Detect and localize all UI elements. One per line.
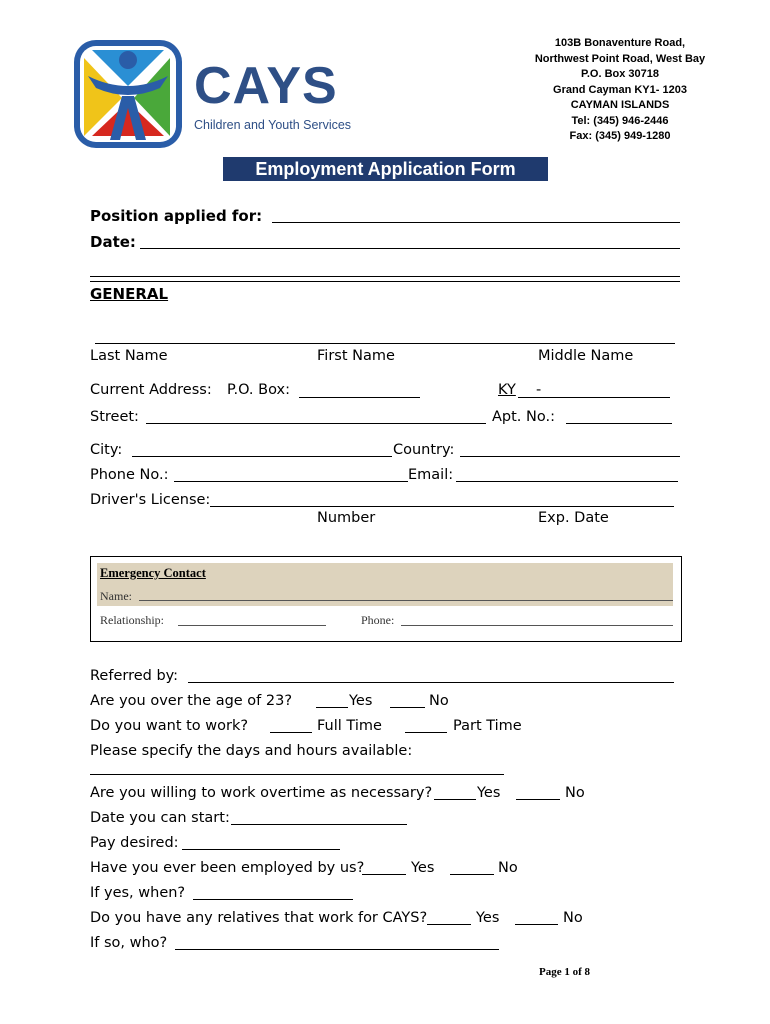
employed-no-label: No	[498, 860, 518, 876]
emergency-name-field[interactable]	[139, 600, 673, 601]
apt-field[interactable]	[566, 423, 672, 424]
organization-address	[520, 36, 720, 145]
address-line: P.O. Box 30718	[580, 68, 660, 80]
if-yes-when-field[interactable]	[193, 899, 353, 900]
license-number-label: Number	[317, 510, 376, 526]
logo-tagline: Children and Youth Services	[194, 118, 352, 132]
over-age-no-field[interactable]	[390, 707, 425, 708]
apt-label: Apt. No.:	[492, 409, 555, 425]
relatives-no-label: No	[563, 910, 583, 926]
emergency-relationship-label: Relationship:	[100, 613, 164, 627]
full-time-field[interactable]	[270, 732, 312, 733]
emergency-name-label: Name:	[100, 589, 132, 603]
overtime-question: Are you willing to work overtime as necessary?	[90, 785, 433, 801]
referred-by-field[interactable]	[188, 682, 674, 683]
address-line: 103B Bonaventure Road,	[554, 37, 686, 49]
form-title: Employment Application Form	[223, 157, 548, 181]
license-exp-date-label: Exp. Date	[538, 510, 609, 526]
last-name-label: Last Name	[90, 348, 168, 364]
position-label: Position applied for:	[90, 207, 263, 225]
employed-yes-field[interactable]	[362, 874, 406, 875]
email-label: Email:	[408, 467, 454, 483]
referred-by-label: Referred by:	[90, 668, 179, 684]
want-work-question: Do you want to work?	[90, 718, 249, 734]
pay-desired-field[interactable]	[182, 849, 340, 850]
po-box-label: P.O. Box:	[227, 382, 290, 398]
email-field[interactable]	[456, 481, 678, 482]
middle-name-label: Middle Name	[538, 348, 634, 364]
page-number: Page 1 of 8	[539, 966, 591, 978]
overtime-no-field[interactable]	[516, 799, 560, 800]
start-date-field[interactable]	[231, 824, 407, 825]
part-time-field[interactable]	[405, 732, 447, 733]
relatives-no-field[interactable]	[515, 924, 558, 925]
emergency-contact-heading: Emergency Contact	[100, 566, 206, 580]
relatives-question: Do you have any relatives that work for CAYS?	[90, 910, 428, 926]
phone-label: Phone No.:	[90, 467, 169, 483]
street-field[interactable]	[146, 423, 486, 424]
over-age-no-label: No	[429, 693, 449, 709]
availability-question: Please specify the days and hours available:	[90, 743, 413, 759]
over-age-yes-label: Yes	[349, 693, 373, 709]
if-so-who-label: If so, who?	[90, 935, 168, 951]
logo-brand: CAYS	[194, 57, 338, 115]
relatives-yes-field[interactable]	[427, 924, 471, 925]
if-so-who-field[interactable]	[175, 949, 499, 950]
drivers-license-label: Driver's License:	[90, 492, 211, 508]
address-line: CAYMAN ISLANDS	[570, 99, 670, 111]
country-label: Country:	[393, 442, 455, 458]
availability-field[interactable]	[90, 774, 504, 775]
full-name-field[interactable]	[95, 343, 675, 344]
ky-label: KY	[498, 382, 516, 398]
over-age-yes-field[interactable]	[316, 707, 348, 708]
section-divider	[90, 276, 680, 282]
pay-desired-label: Pay desired:	[90, 835, 179, 851]
employed-no-field[interactable]	[450, 874, 494, 875]
previously-employed-question: Have you ever been employed by us?	[90, 860, 365, 876]
city-label: City:	[90, 442, 123, 458]
employed-yes-label: Yes	[411, 860, 435, 876]
overtime-no-label: No	[565, 785, 585, 801]
street-label: Street:	[90, 409, 139, 425]
cays-emblem-icon	[70, 36, 190, 154]
first-name-label: First Name	[317, 348, 395, 364]
address-tel: Tel: (345) 946-2446	[571, 114, 669, 127]
po-box-field[interactable]	[299, 397, 420, 398]
overtime-yes-label: Yes	[477, 785, 501, 801]
address-line: Northwest Point Road, West Bay	[534, 52, 706, 65]
address-fax: Fax: (345) 949-1280	[569, 130, 671, 142]
address-line: Grand Cayman KY1- 1203	[553, 83, 687, 96]
cays-logo	[70, 36, 360, 156]
emergency-phone-label: Phone:	[361, 613, 395, 627]
relatives-yes-label: Yes	[476, 910, 500, 926]
emergency-relationship-field[interactable]	[178, 625, 326, 626]
overtime-yes-field[interactable]	[434, 799, 476, 800]
start-date-label: Date you can start:	[90, 810, 230, 826]
ky-dash: -	[536, 382, 542, 398]
over-age-question: Are you over the age of 23?	[90, 693, 293, 709]
city-field[interactable]	[132, 456, 392, 457]
date-label: Date:	[90, 233, 136, 251]
country-field[interactable]	[460, 456, 680, 457]
position-field[interactable]	[272, 222, 680, 223]
full-time-label: Full Time	[317, 718, 382, 734]
if-yes-when-label: If yes, when?	[90, 885, 186, 901]
emergency-phone-field[interactable]	[401, 625, 673, 626]
postal-code-field[interactable]	[518, 397, 670, 398]
current-address-label: Current Address:	[90, 382, 212, 398]
phone-field[interactable]	[174, 481, 408, 482]
general-heading: GENERAL	[90, 285, 169, 303]
date-field[interactable]	[140, 248, 680, 249]
part-time-label: Part Time	[453, 718, 522, 734]
drivers-license-field[interactable]	[210, 506, 674, 507]
